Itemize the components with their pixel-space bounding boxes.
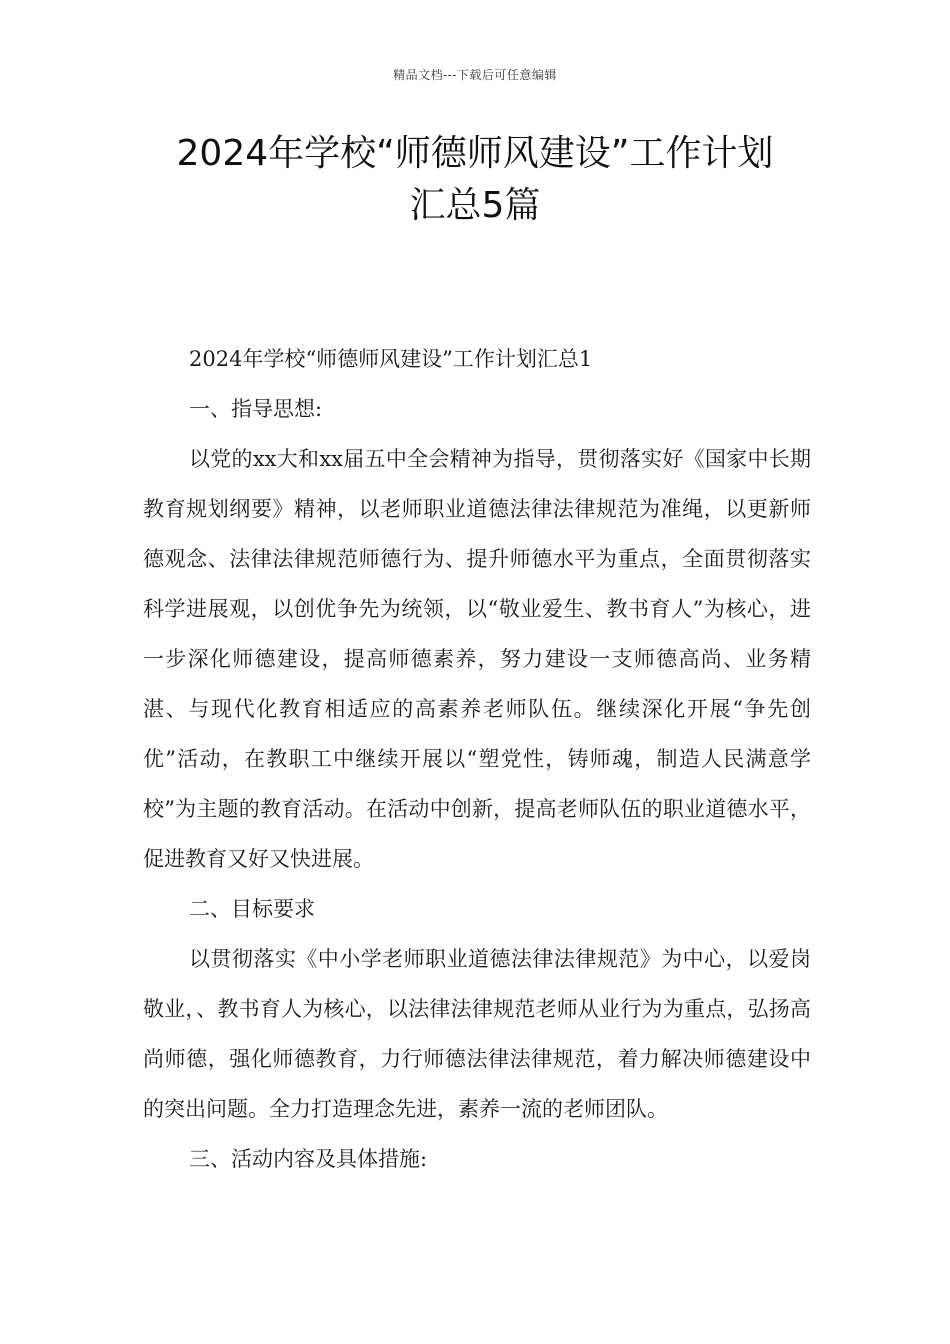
- section-1-heading: 一、指导思想:: [189, 397, 323, 421]
- section-2-heading: 二、目标要求: [189, 897, 315, 921]
- document-title: [100, 128, 850, 232]
- title-line-1: 2024年学校“师德师风建设”工作计划: [176, 133, 774, 174]
- section-2-paragraph: 以贯彻落实《中小学老师职业道德法律法律规范》为中心，以爱岗敬业，、教书育人为核心，以法律法律规范老师从业行为为重点，弘扬高尚师德，强化师德教育，力行师德法律法律规范，着力解决师德建设中的突出问题。全力打造理念先进，素养一流的老师团队。: [143, 947, 811, 1121]
- title-line-2: 汇总5篇: [409, 185, 541, 226]
- document-body: [143, 334, 811, 1184]
- header-note: 精品文档---下载后可任意编辑: [393, 68, 557, 82]
- document-subtitle: 2024年学校“师德师风建设”工作计划汇总1: [189, 347, 593, 371]
- section-3-heading: 三、活动内容及具体措施:: [189, 1147, 428, 1171]
- section-1-paragraph: 以党的xx大和xx届五中全会精神为指导，贯彻落实好《国家中长期教育规划纲要》精神，以老师职业道德法律法律规范为准绳，以更新师德观念、法律法律规范师德行为、提升师德水平为重点，全面贯彻落实科学进展观，以创优争先为统领，以“敬业爱生、教书育人”为核心，进一步深化师德建设，提高师德素养，努力建设一支师德高尚、业务精湛、与现代化教育相适应的高素养老师队伍。继续深化开展“争先创优”活动，在教职工中继续开展以“塑党性，铸师魂，制造人民满意学校”为主题的教育活动。在活动中创新，提高老师队伍的职业道德水平，促进教育又好又快进展。: [143, 447, 811, 871]
